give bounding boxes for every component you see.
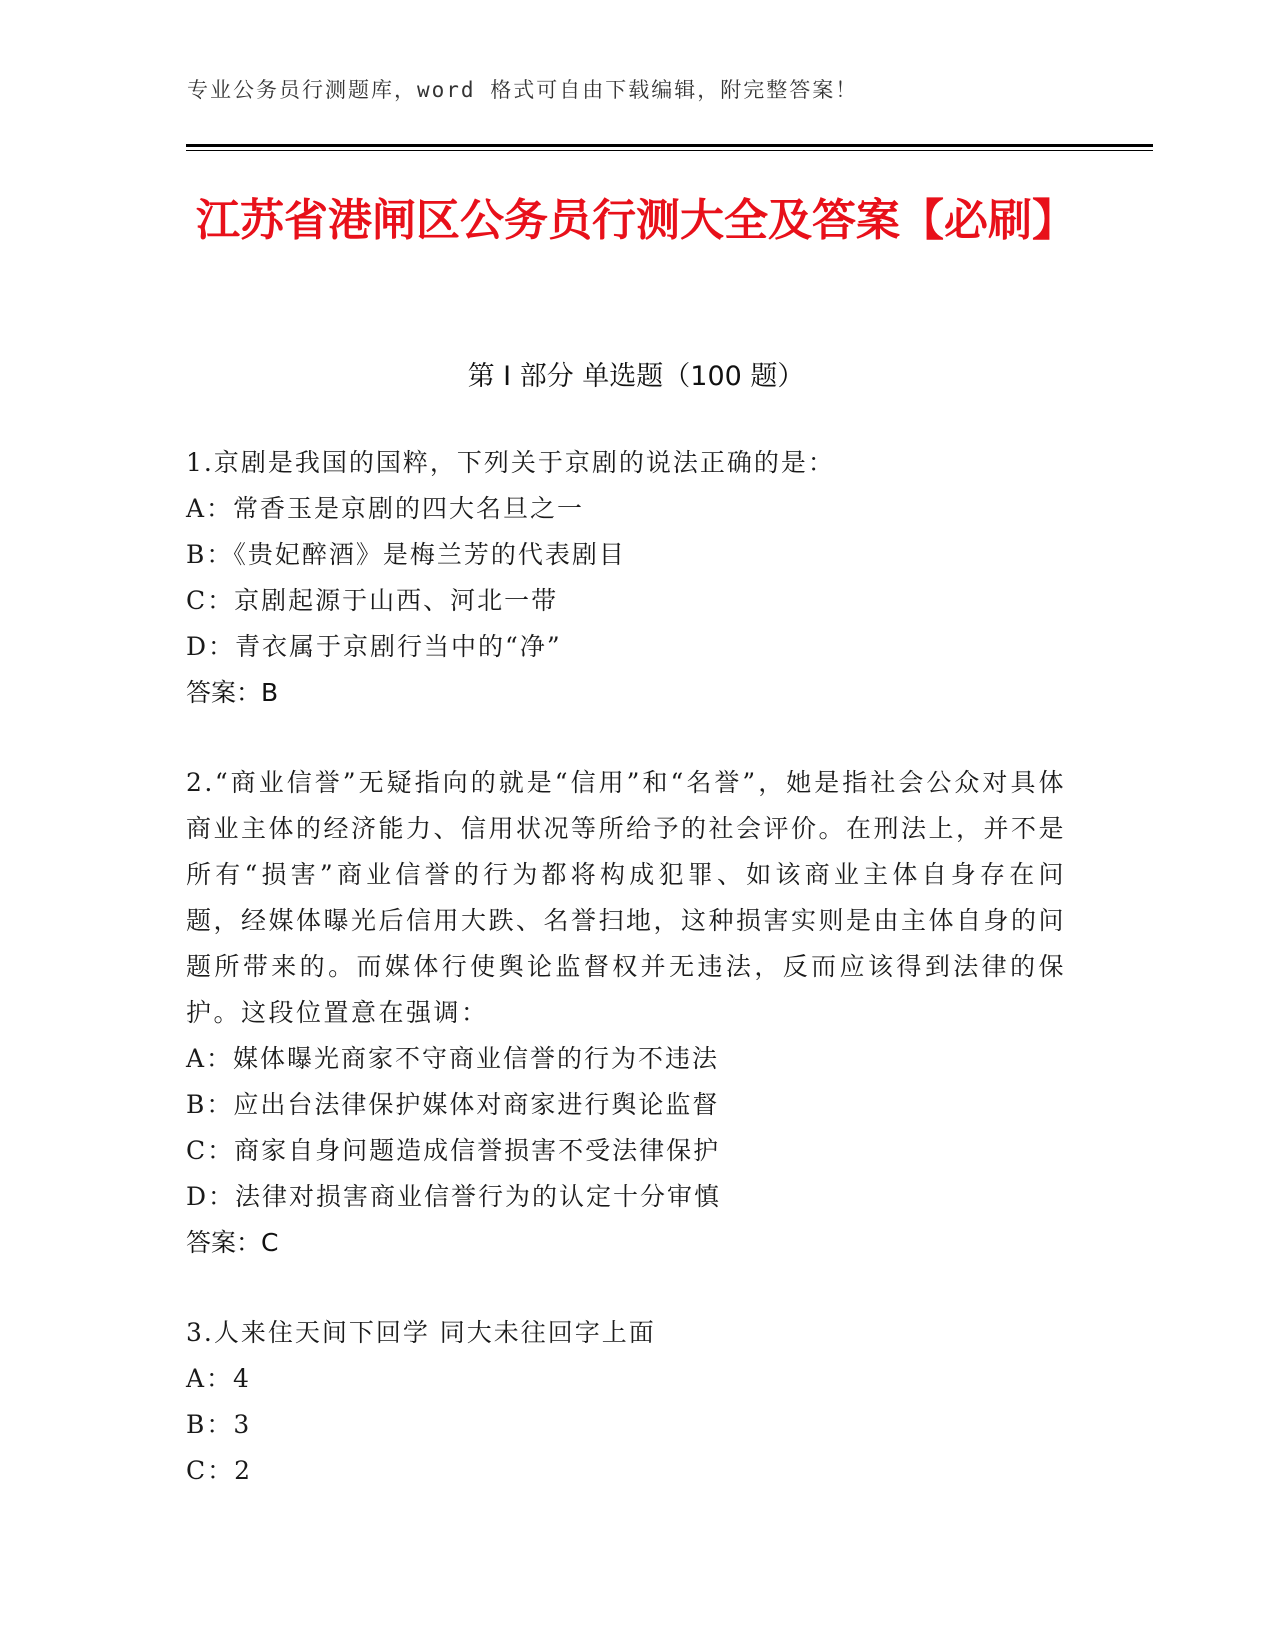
option-d: D：青衣属于京剧行当中的“净” bbox=[186, 632, 562, 661]
header-rule-thick bbox=[186, 144, 1153, 147]
option-d: D：法律对损害商业信誉行为的认定十分审慎 bbox=[186, 1182, 722, 1211]
document-title: 江苏省港闸区公务员行测大全及答案【必刷】 bbox=[196, 195, 1076, 246]
question-2 bbox=[186, 760, 1066, 1266]
option-b: B：《贵妃醉酒》是梅兰芳的代表剧目 bbox=[186, 540, 626, 569]
header-rule-thin bbox=[186, 150, 1153, 151]
option-c: C：商家自身问题造成信誉损害不受法律保护 bbox=[186, 1136, 721, 1165]
option-a: A：4 bbox=[186, 1364, 251, 1393]
question-stem: 2.“商业信誉”无疑指向的就是“信用”和“名誉”，她是指社会公众对具体商业主体的经济能力、信用状况等所给予的社会评价。在刑法上，并不是所有“损害”商业信誉的行为都将构成犯罪、如该商业主体自身存在问题，经媒体曝光后信用大跌、名誉扫地，这种损害实则是由主体自身的问题所带来的。而媒体行使舆论监督权并无违法，反而应该得到法律的保护。这段位置意在强调： bbox=[186, 768, 1067, 1027]
question-list bbox=[186, 440, 1066, 1538]
section-title: 第 I 部分 单选题（100 题） bbox=[467, 361, 805, 392]
option-c: C：2 bbox=[186, 1456, 253, 1485]
question-1 bbox=[186, 440, 1066, 716]
option-c: C：京剧起源于山西、河北一带 bbox=[186, 586, 559, 615]
option-b: B：应出台法律保护媒体对商家进行舆论监督 bbox=[186, 1090, 720, 1119]
answer: 答案：B bbox=[186, 678, 279, 707]
option-a: A：常香玉是京剧的四大名旦之一 bbox=[186, 494, 585, 523]
question-3 bbox=[186, 1310, 1066, 1494]
option-b: B：3 bbox=[186, 1410, 252, 1439]
question-stem: 3.人来住天间下回学 同大未往回字上面 bbox=[186, 1318, 656, 1347]
answer: 答案：C bbox=[186, 1228, 279, 1257]
header-note: 专业公务员行测题库，word 格式可自由下载编辑，附完整答案！ bbox=[187, 78, 859, 102]
option-a: A：媒体曝光商家不守商业信誉的行为不违法 bbox=[186, 1044, 720, 1073]
question-stem: 1.京剧是我国的国粹，下列关于京剧的说法正确的是： bbox=[186, 448, 835, 477]
